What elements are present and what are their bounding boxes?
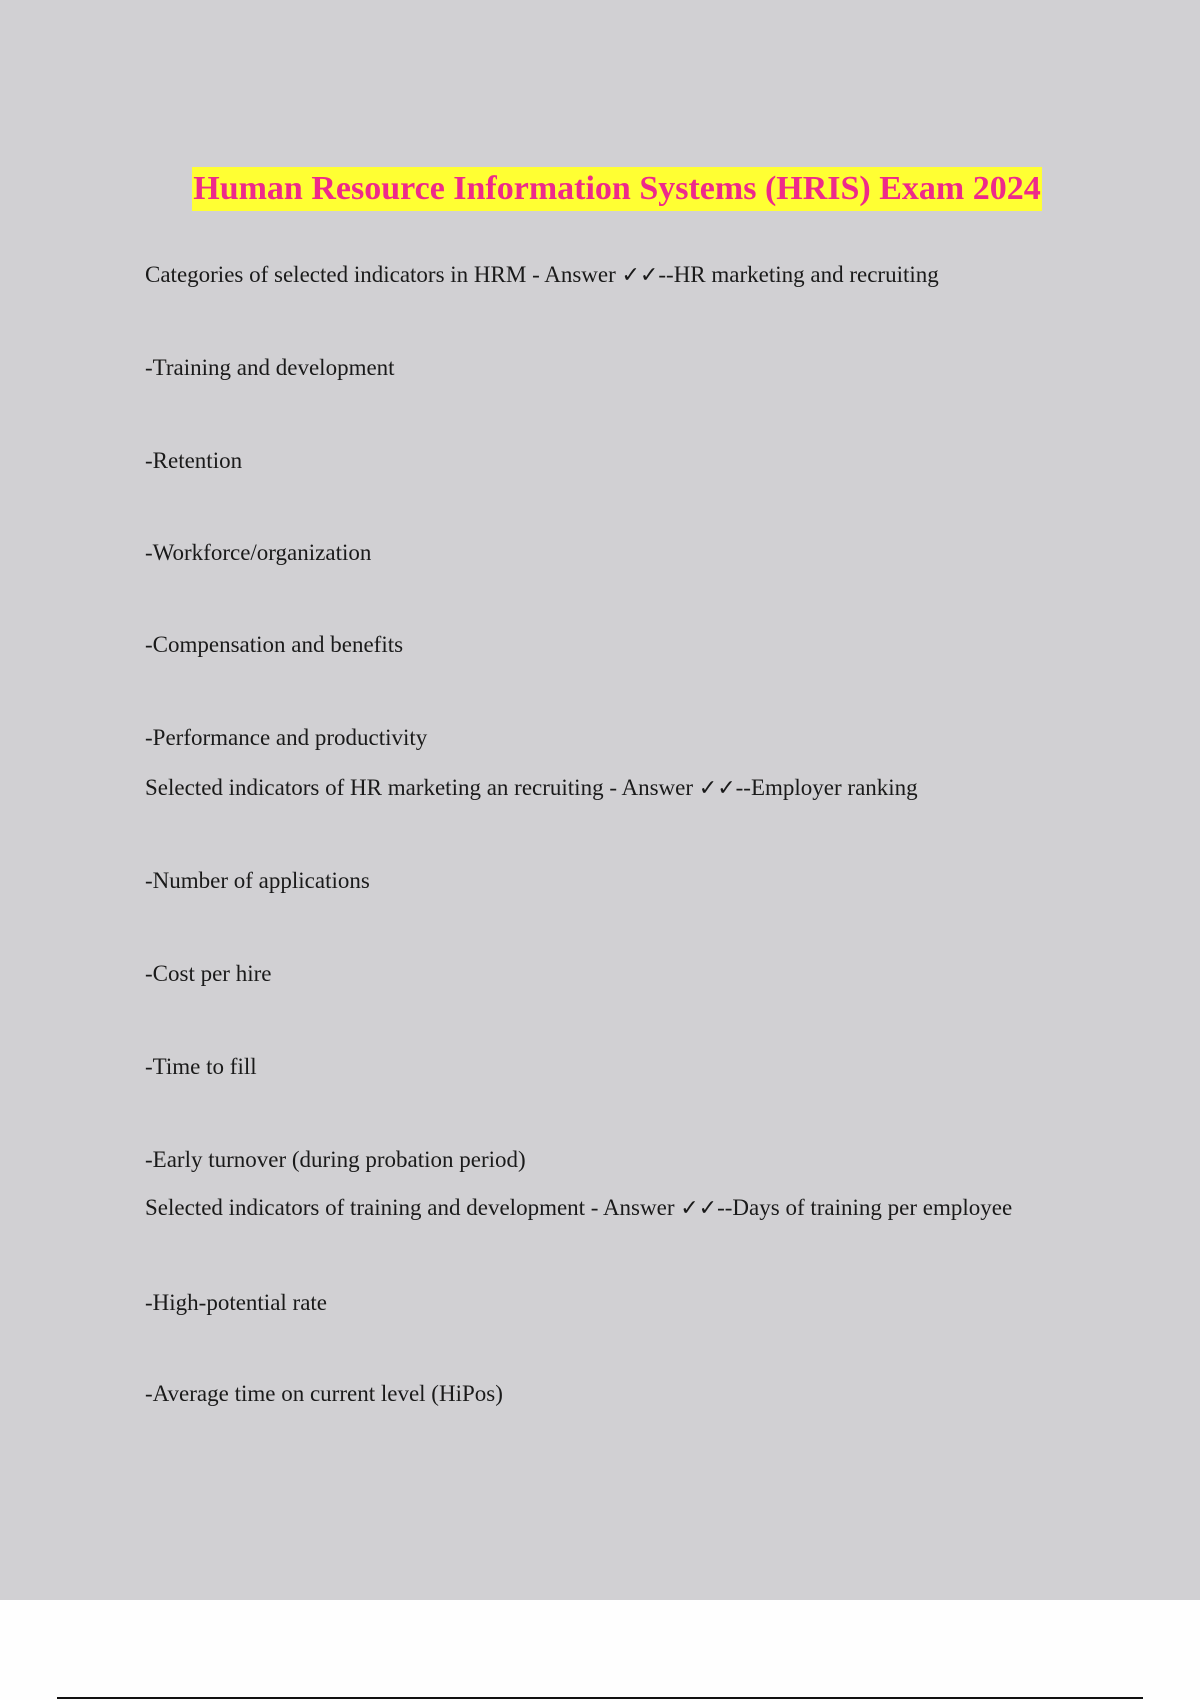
double-check-icon: ✓✓ — [621, 263, 659, 288]
title-container — [0, 167, 1200, 211]
footer-divider — [57, 1697, 1143, 1699]
answer-text: --HR marketing and recruiting — [658, 262, 939, 287]
list-item: -Average time on current level (HiPos) — [145, 1381, 503, 1406]
question-text: Selected indicators of HR marketing an recruiting - Answer — [145, 775, 699, 800]
list-item: -Time to fill — [145, 1054, 257, 1079]
answer-text: --Days of training per employee — [717, 1195, 1013, 1220]
question-text: Selected indicators of training and development - Answer — [145, 1195, 681, 1220]
list-item: -Retention — [145, 448, 243, 473]
list-item: -Early turnover (during probation period) — [145, 1147, 526, 1172]
double-check-icon: ✓✓ — [680, 1196, 718, 1221]
answer-text: --Employer ranking — [735, 775, 918, 800]
list-item: -Workforce/organization — [145, 540, 372, 565]
list-item: -Cost per hire — [145, 961, 272, 986]
answer-line-training — [145, 1194, 1012, 1223]
question-text: Categories of selected indicators in HRM - Answer — [145, 262, 622, 287]
page-footer — [0, 1600, 1200, 1700]
answer-line-hrm-categories — [145, 261, 939, 290]
answer-line-hr-marketing — [145, 774, 918, 803]
list-item: -Compensation and benefits — [145, 632, 404, 657]
double-check-icon: ✓✓ — [698, 776, 736, 801]
page-title: Human Resource Information Systems (HRIS) Exam 2024 — [192, 167, 1041, 211]
list-item: -Performance and productivity — [145, 725, 428, 750]
list-item: -Training and development — [145, 355, 395, 380]
list-item: -Number of applications — [145, 868, 370, 893]
list-item: -High-potential rate — [145, 1290, 328, 1315]
